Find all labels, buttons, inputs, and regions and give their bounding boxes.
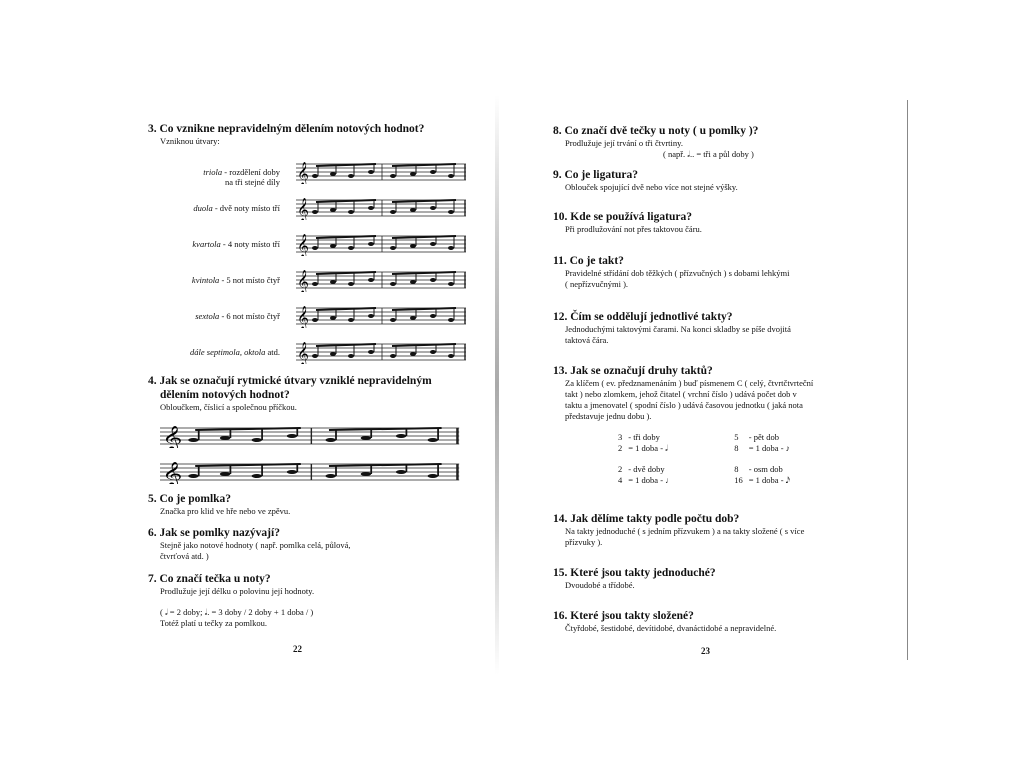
table-row [615, 475, 793, 486]
row-desc: - rozdělení doby [222, 167, 280, 177]
q4-title-2: dělením notových hodnot? [160, 389, 290, 401]
row-name: triola [203, 167, 223, 177]
q12 [553, 310, 873, 346]
q13-text-3: taktu a jmenovatel ( spodní číslo ) udává časovou jednotku ( jaká nota [565, 400, 803, 410]
table-cell: = 1 doba - 𝅗𝅥 [628, 443, 668, 453]
table-cell: = 1 doba - 𝅘𝅥𝅯 [748, 475, 791, 485]
table-cell: 3 [618, 432, 623, 442]
row-desc: - 4 noty místo tří [220, 239, 280, 249]
q14-title: 14. Jak dělíme takty podle počtu dob? [553, 513, 740, 525]
left-page [148, 112, 468, 672]
q7-title: 7. Co značí tečka u noty? [148, 573, 271, 585]
table-cell: 8 [734, 443, 739, 453]
table-cell: - tři doby [628, 432, 660, 442]
q10 [553, 210, 873, 235]
notation-row [168, 232, 468, 256]
q3-title: 3. Co vznikne nepravidelným dělením notových hodnot? [148, 123, 425, 135]
q6 [148, 526, 468, 562]
table-cell: - osm dob [748, 464, 783, 474]
table-cell: - dvě doby [628, 464, 665, 474]
q12-title: 12. Čím se oddělují jednotlivé takty? [553, 311, 733, 323]
rhythm-staff [160, 424, 460, 448]
q7-text: Prodlužuje její délku o polovinu její hodnoty. [160, 586, 315, 596]
q14 [553, 512, 873, 548]
table-cell: 16 [734, 475, 743, 485]
q4 [148, 374, 468, 413]
book-gutter [495, 95, 499, 675]
q8-title: 8. Co značí dvě tečky u noty ( u pomlky )? [553, 125, 759, 137]
right-page [553, 112, 873, 672]
time-signature-table [615, 432, 793, 486]
notation-row [168, 304, 468, 328]
music-staff [296, 340, 466, 364]
q8-text-2: ( např. 𝅗𝅥.. = tři a půl doby ) [663, 149, 754, 159]
q7-formula: ( 𝅗𝅥 = 2 doby; 𝅗𝅥. = 3 doby / 2 doby + 1 doba / ) [160, 607, 314, 617]
table-cell: = 1 doba - ♩ [628, 475, 674, 485]
table-cell: - pět dob [748, 432, 779, 442]
row-desc: - 5 not místo čtyř [219, 275, 280, 285]
q5-text: Značka pro klid ve hře nebo ve zpěvu. [160, 506, 291, 516]
table-cell: = 1 doba - ♪ [748, 443, 790, 453]
q5-title: 5. Co je pomlka? [148, 493, 232, 505]
notation-row [168, 340, 468, 364]
music-staff [296, 160, 466, 184]
q3-intro: Vzniknou útvary: [160, 136, 220, 146]
row-desc: - dvě noty místo tří [212, 203, 280, 213]
notation-row [168, 196, 468, 220]
q15-text: Dvoudobé a třídobé. [565, 580, 635, 590]
q11-title: 11. Co je takt? [553, 255, 624, 267]
row-desc: atd. [265, 347, 280, 357]
music-staff [296, 304, 466, 328]
q12-text: Jednoduchými taktovými čarami. Na konci skladby se píše dvojitá [565, 324, 791, 334]
q8-text: Prodlužuje její trvání o tři čtvrtiny. [565, 138, 683, 148]
row-desc2: na tři stejné díly [224, 177, 280, 187]
q9-text: Oblouček spojující dvě nebo více not stejné výšky. [565, 182, 738, 192]
q9-title: 9. Co je ligatura? [553, 169, 638, 181]
table-row [615, 432, 793, 443]
table-row [615, 464, 793, 475]
q7-text-2: Totéž platí u tečky za pomlkou. [160, 618, 268, 628]
q9 [553, 168, 873, 193]
table-cell: 4 [618, 475, 623, 485]
q11 [553, 254, 873, 290]
q4-title: 4. Jak se označují rytmické útvary vzniklé nepravidelným [148, 375, 432, 387]
page-number: 22 [293, 644, 302, 654]
row-desc: - 6 not místo čtyř [219, 311, 280, 321]
page-number: 23 [701, 646, 710, 656]
q6-text-2: čtvrťová atd. ) [160, 551, 209, 561]
q14-text: Na takty jednoduché ( s jedním přízvukem ) a na takty složené ( s více [565, 526, 805, 536]
table-cell: 2 [618, 464, 623, 474]
q14-text-2: přízvuky ). [565, 537, 603, 547]
table-row [615, 443, 793, 454]
q16 [553, 609, 873, 634]
q5 [148, 492, 468, 517]
q6-title: 6. Jak se pomlky nazývají? [148, 527, 280, 539]
page-edge [907, 100, 908, 660]
q11-text-2: ( nepřízvučnými ). [565, 279, 629, 289]
notation-row [168, 160, 468, 187]
q13 [553, 364, 873, 486]
q13-text: Za klíčem ( ev. předznamenáním ) buď písmenem C ( celý, čtvrtčtvrteční [565, 378, 814, 388]
row-name: duola [193, 203, 213, 213]
music-staff [296, 268, 466, 292]
q15 [553, 566, 873, 591]
q15-title: 15. Které jsou takty jednoduché? [553, 567, 716, 579]
q12-text-2: taktová čára. [565, 335, 609, 345]
q13-title: 13. Jak se označují druhy taktů? [553, 365, 713, 377]
q10-title: 10. Kde se používá ligatura? [553, 211, 692, 223]
q11-text: Pravidelné střídání dob těžkých ( přízvučných ) s dobami lehkými [565, 268, 790, 278]
q3 [148, 122, 468, 147]
q13-text-2: takt ) nebo zlomkem, jehož čitatel ( vrchní číslo ) udává počet dob v [565, 389, 797, 399]
row-name: sextola [195, 311, 220, 321]
table-cell: 5 [734, 432, 739, 442]
table-cell: 8 [734, 464, 739, 474]
row-name: dále septimola, oktola [190, 347, 266, 357]
music-staff [296, 232, 466, 256]
row-name: kvartola [192, 239, 221, 249]
row-name: kvintola [191, 275, 220, 285]
q16-text: Čtyřdobé, šestidobé, devítidobé, dvanáctidobé a nepravidelné. [565, 623, 777, 633]
music-staff [296, 196, 466, 220]
q7 [148, 572, 468, 629]
q4-text: Obloučkem, číslicí a společnou příčkou. [160, 402, 297, 412]
q16-title: 16. Které jsou takty složené? [553, 610, 694, 622]
notation-row [168, 268, 468, 292]
rhythm-staff [160, 460, 460, 484]
q8 [553, 124, 873, 160]
table-cell: 2 [618, 443, 623, 453]
q6-text: Stejně jako notové hodnoty ( např. pomlka celá, půlová, [160, 540, 351, 550]
q10-text: Při prodlužování not přes taktovou čáru. [565, 224, 702, 234]
q13-text-4: představuje jednu dobu ). [565, 411, 652, 421]
